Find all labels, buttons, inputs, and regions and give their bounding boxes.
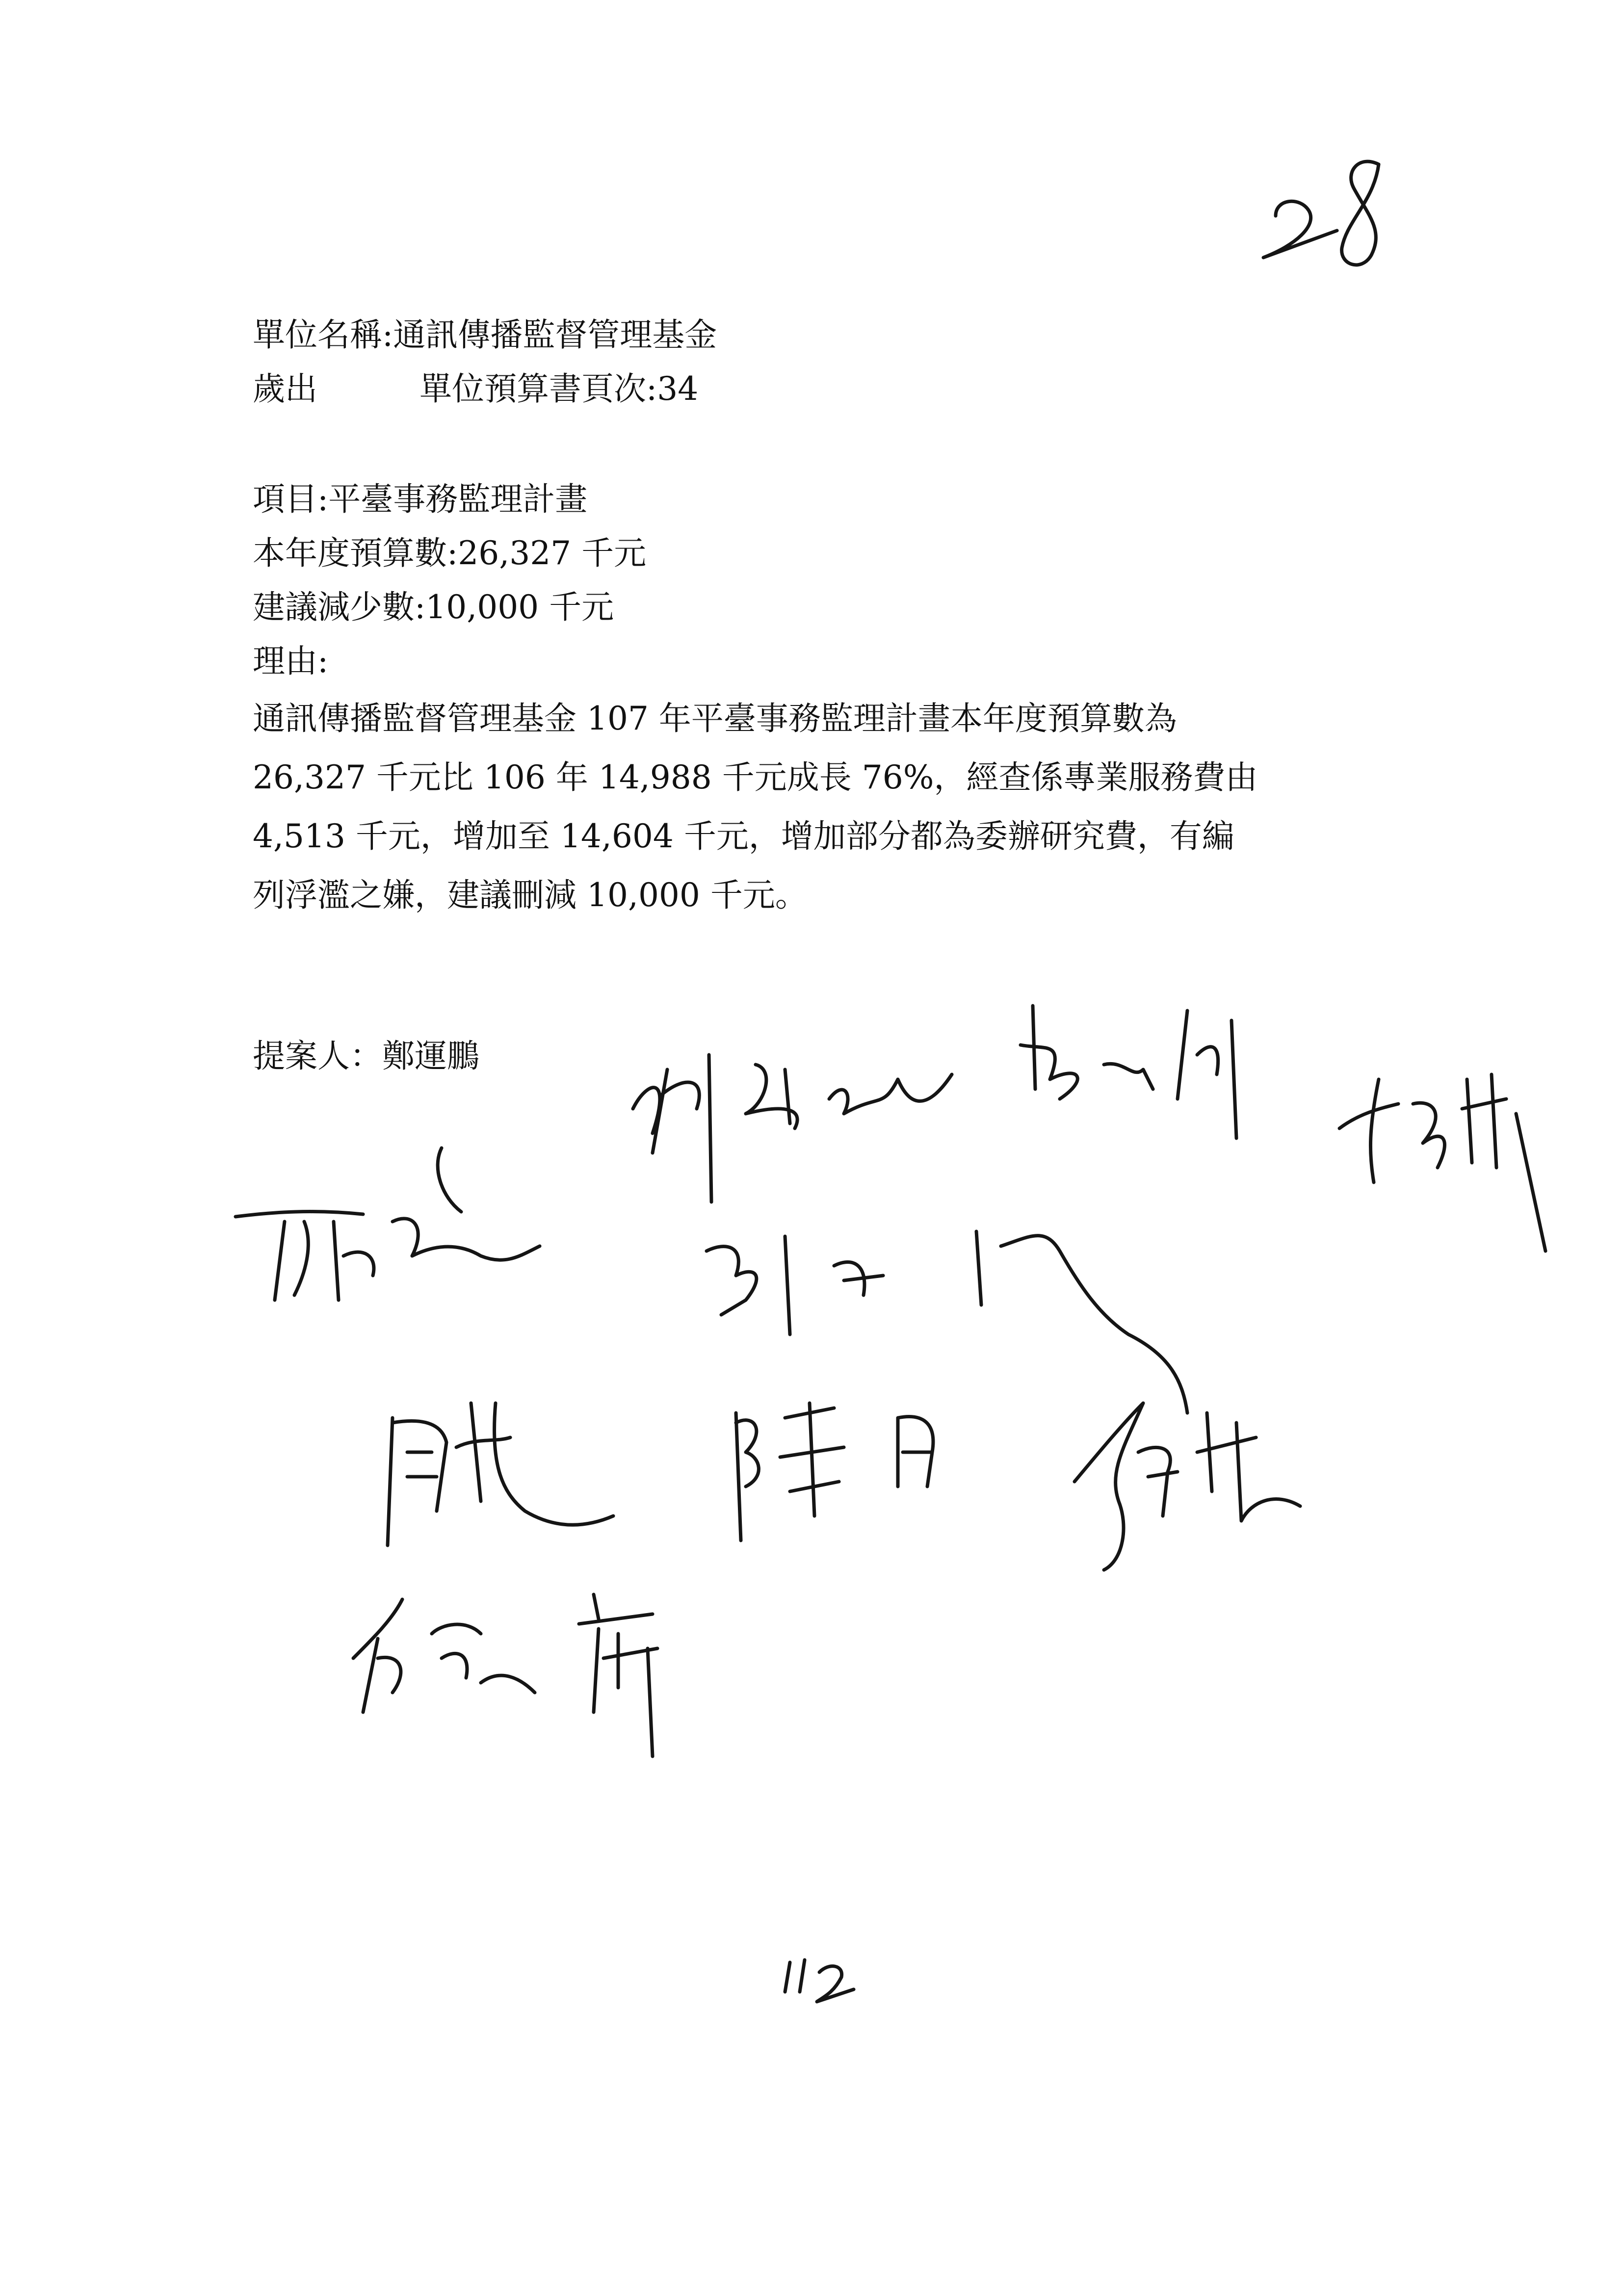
expenditure-label: 歲出 (253, 370, 317, 408)
signature-8 (1074, 1403, 1300, 1570)
unit-name: 單位名稱:通訊傳播監督管理基金 (253, 316, 717, 354)
budget-page-reference: 單位預算書頁次:34 (419, 370, 699, 408)
signature-3 (1339, 1074, 1545, 1251)
item-title: 項目:平臺事務監理計畫 (253, 480, 588, 518)
signature-4 (236, 1148, 540, 1300)
signature-6 (388, 1403, 613, 1545)
signature-1 (633, 1055, 952, 1202)
proposer: 提案人：鄭運鵬 (253, 1037, 479, 1075)
signature-7 (736, 1403, 933, 1540)
reason-line: 4,513 千元，增加至 14,604 千元，增加部分都為委辦研究費，有編 (253, 817, 1234, 855)
signature-9 (353, 1594, 657, 1756)
reason-line: 26,327 千元比 106 年 14,988 千元成長 76%，經查係專業服務費由 (253, 758, 1258, 796)
signature-2 (1021, 1006, 1236, 1138)
budget-amount: 本年度預算數:26,327 千元 (253, 534, 647, 572)
suggested-reduction: 建議減少數:10,000 千元 (253, 588, 614, 626)
handwritten-number-28 (1263, 161, 1379, 265)
reason-line: 列浮濫之嫌，建議刪減 10,000 千元。 (253, 876, 808, 914)
signature-5 (707, 1231, 1187, 1413)
reason-line: 通訊傳播監督管理基金 107 年平臺事務監理計畫本年度預算數為 (253, 700, 1177, 737)
reason-label: 理由: (253, 642, 329, 680)
handwritten-page-number (785, 1960, 854, 2002)
